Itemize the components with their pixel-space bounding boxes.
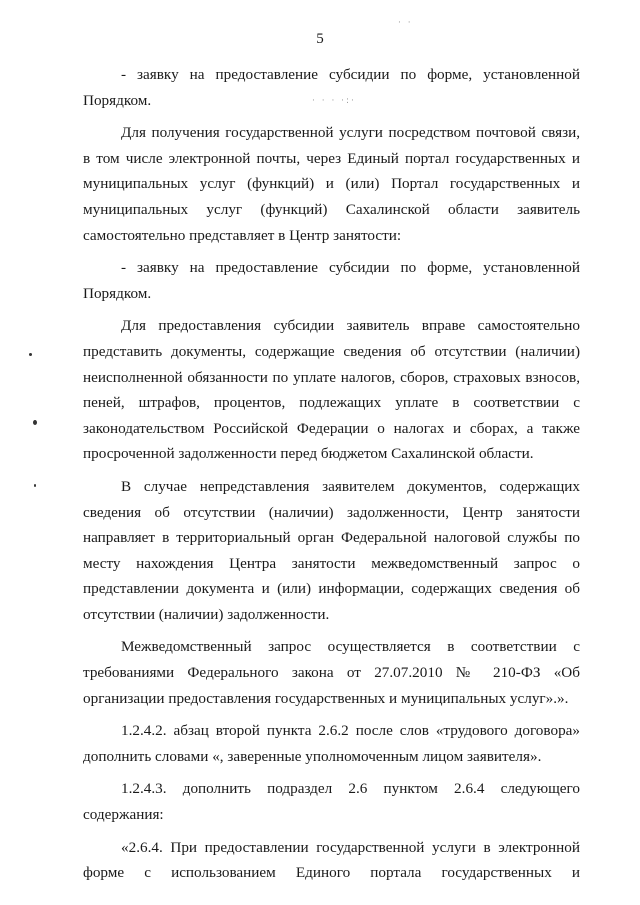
document-body <box>83 62 580 886</box>
paragraph: 1.2.4.3. дополнить подраздел 2.6 пунктом 2.6.4 следующего содержания: <box>83 780 580 824</box>
paragraph: 1.2.4.2. абзац второй пункта 2.6.2 после слов «трудового договора» дополнить словами «, заверенные уполномоченным лицом заявителя». <box>83 722 580 765</box>
scan-noise: · · <box>398 18 413 28</box>
page-number: 5 <box>316 31 324 47</box>
paragraph: - заявку на предоставление субсидии по форме, установленной Порядком. <box>83 66 580 109</box>
scan-mark <box>33 420 37 425</box>
scan-noise: · · · ·:· <box>312 96 356 106</box>
scan-mark <box>29 353 32 356</box>
paragraph: - заявку на предоставление субсидии по форме, установленной Порядком. <box>83 259 580 302</box>
paragraph: Для предоставления субсидии заявитель вправе самостоятельно представить документы, содержащие сведения об отсутствии (наличии) неисполненной обязанности по уплате налогов, сборов, страховых взносов, пеней, штрафов, процентов, подлежащих уплате в соответствии с законодательством Российской Федерации о налогах и сборах, а также просроченной задолженности перед бюджетом Сахалинской области. <box>83 317 580 463</box>
paragraph: В случае непредставления заявителем документов, содержащих сведения об отсутствии (наличии) задолженности, Центр занятости направляет в территориальный орган Федеральной налоговой службы по месту нахождения Центра занятости межведомственный запрос о представлении документа и (или) информации, содержащих сведения об отсутствии (наличии) задолженности. <box>83 477 580 623</box>
paragraph: Межведомственный запрос осуществляется в соответствии с требованиями Федерального закона от 27.07.2010 № 210-ФЗ «Об организации предоставления государственных и муниципальных услуг».». <box>83 638 580 707</box>
scan-mark <box>34 484 36 487</box>
paragraph: «2.6.4. При предоставлении государственной услуги в электронной форме с использованием Единого портала государственных и <box>83 838 580 882</box>
paragraph: Для получения государственной услуги посредством почтовой связи, в том числе электронной почты, через Единый портал государственных и муниципальных услуг (функций) и (или) Портал государственных и муниципальных услуг (функций) Сахалинской области заявитель самостоятельно представляет в Центр занятости: <box>83 124 580 244</box>
